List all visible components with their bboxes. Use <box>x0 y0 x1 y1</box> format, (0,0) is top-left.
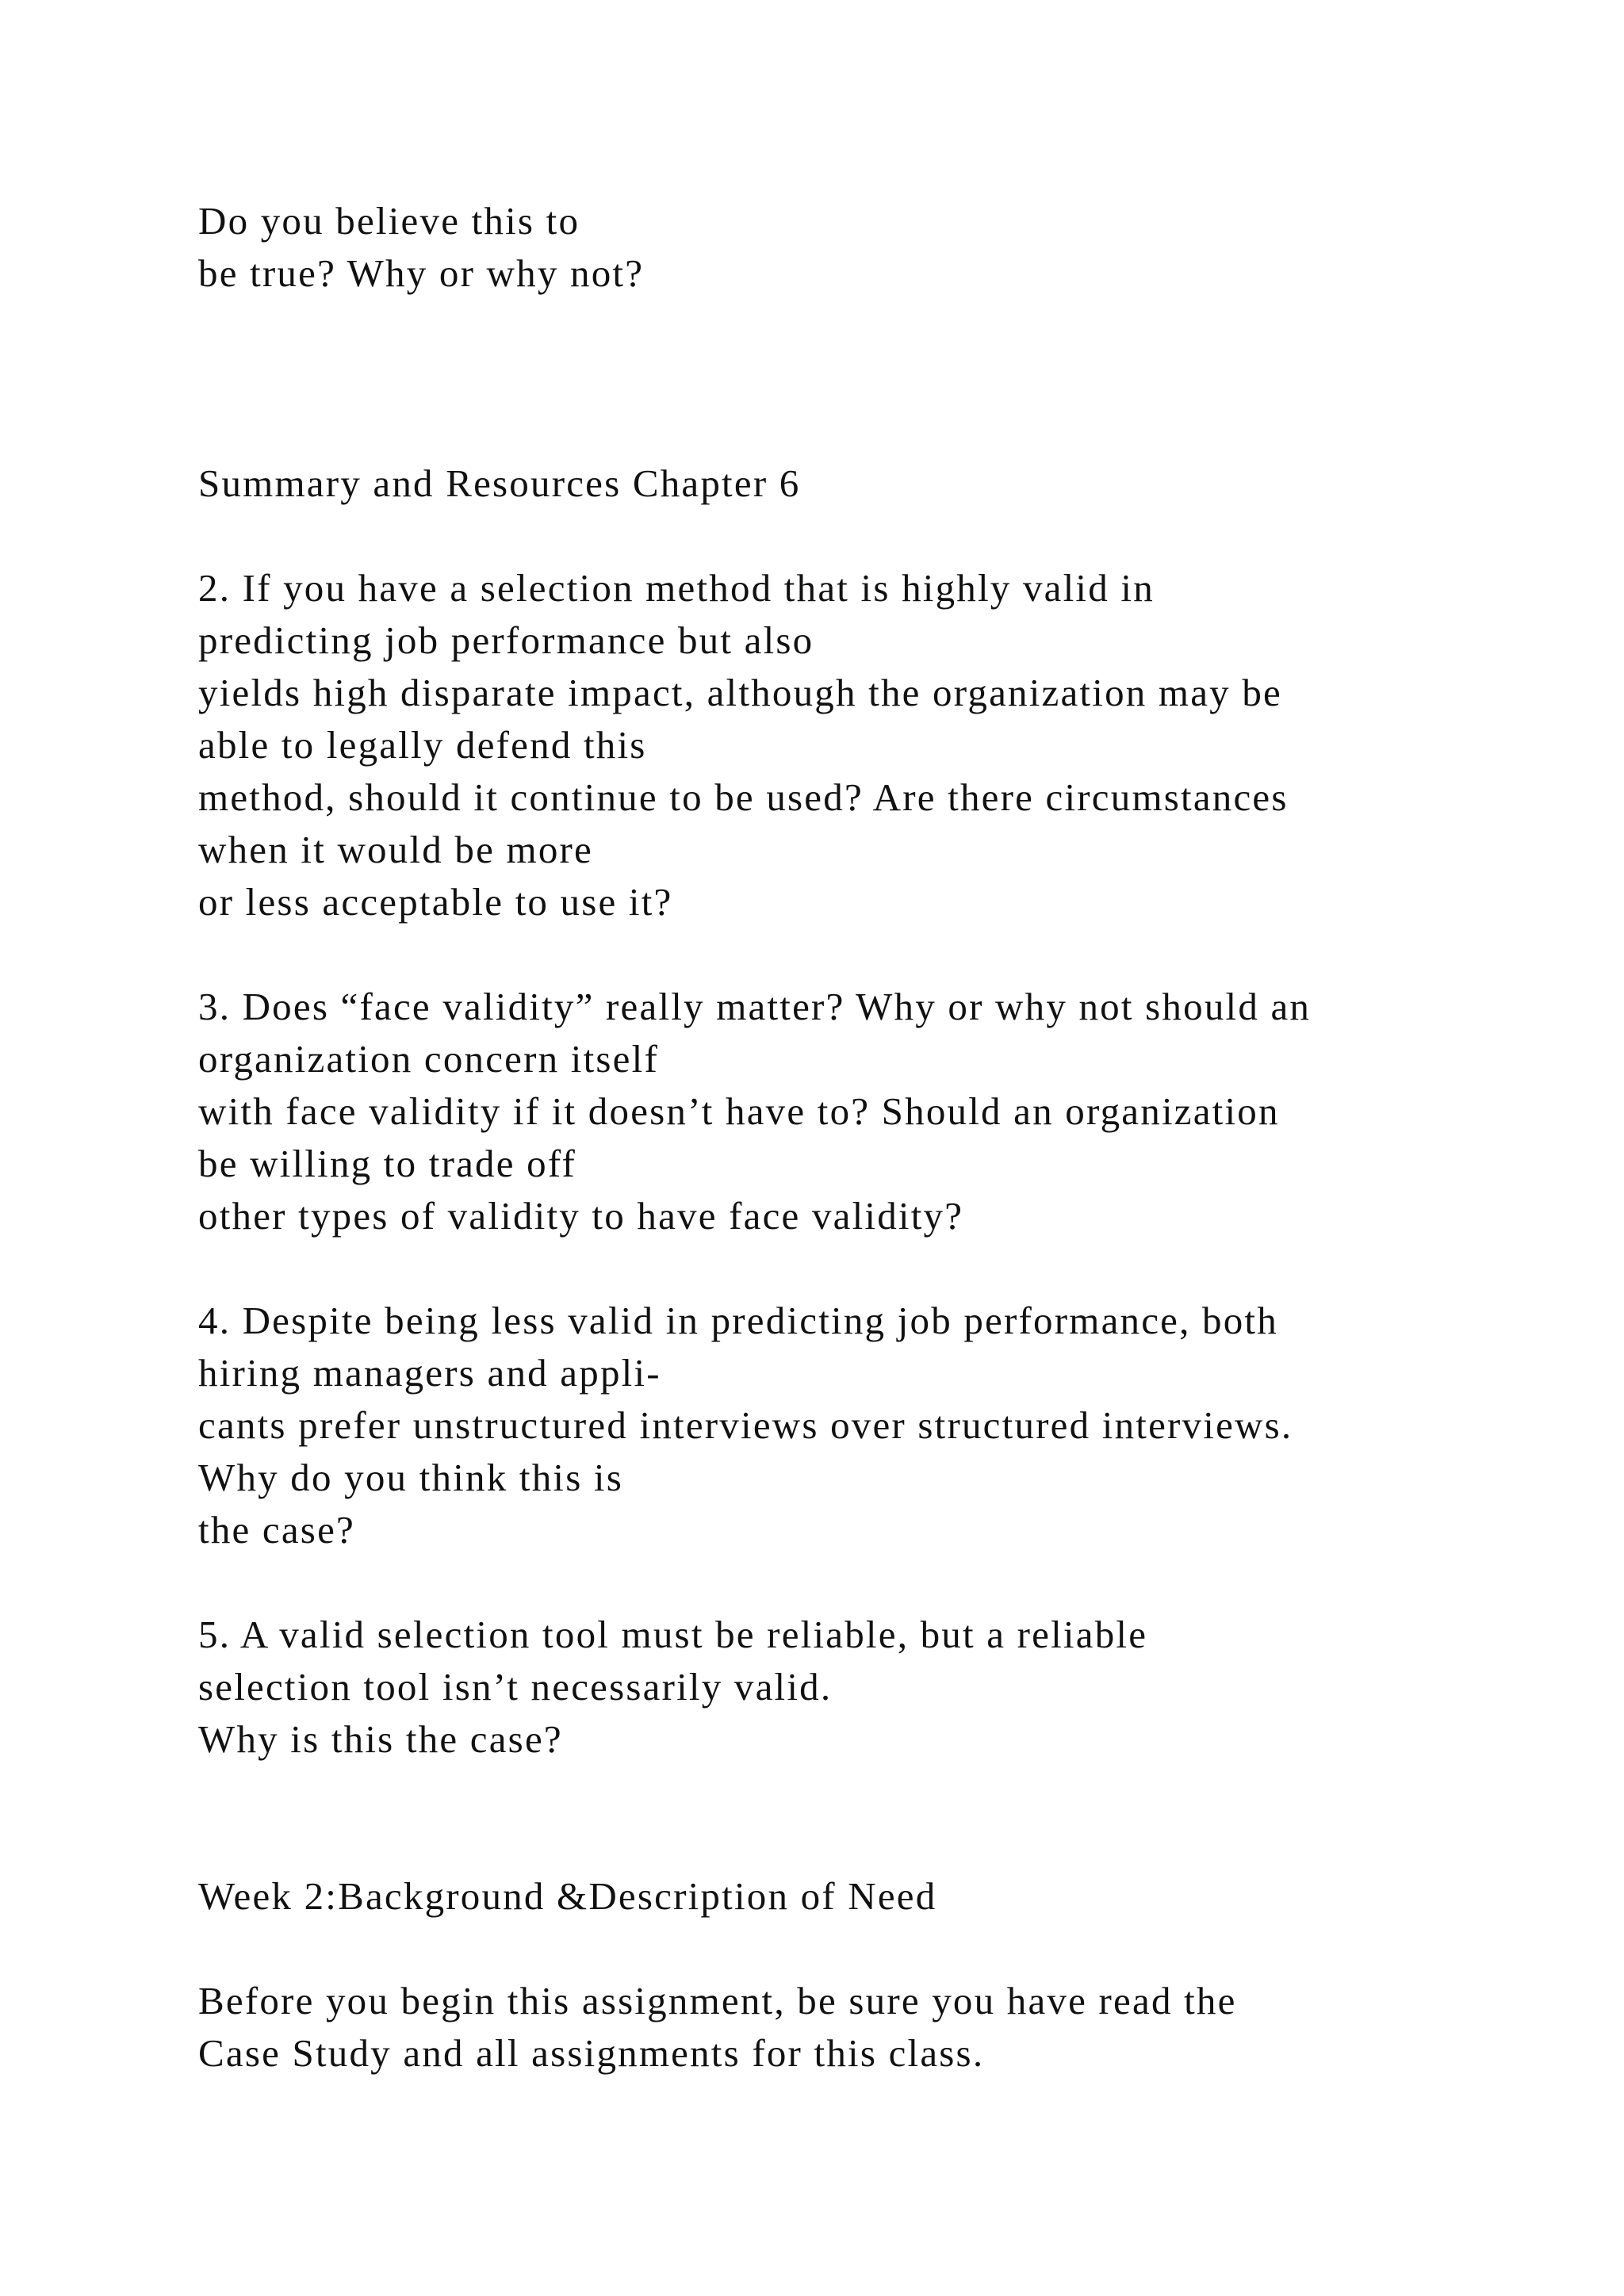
question-5-line-1: 5. A valid selection tool must be reliable, but a reliable <box>198 1613 1148 1656</box>
question-3-line-2: organization concern itself <box>198 1037 659 1081</box>
question-2-line-5: method, should it continue to be used? Are there circumstances <box>198 775 1289 819</box>
question-2-line-4: able to legally defend this <box>198 723 647 767</box>
question-4-line-2: hiring managers and appli- <box>198 1351 661 1395</box>
week-heading: Week 2:Background &Description of Need <box>198 1874 937 1918</box>
question-4-line-5: the case? <box>198 1508 355 1552</box>
question-4-line-1: 4. Despite being less valid in predicting job performance, both <box>198 1299 1278 1342</box>
question-5-line-3: Why is this the case? <box>198 1717 563 1761</box>
intro-line-2: be true? Why or why not? <box>198 251 645 295</box>
question-3-line-1: 3. Does “face validity” really matter? Why or why not should an <box>198 985 1312 1028</box>
question-2-line-6: when it would be more <box>198 828 593 871</box>
question-4-line-4: Why do you think this is <box>198 1456 624 1499</box>
question-2-line-2: predicting job performance but also <box>198 618 814 662</box>
question-4-line-3: cants prefer unstructured interviews over structured interviews. <box>198 1403 1293 1447</box>
question-2-line-7: or less acceptable to use it? <box>198 880 673 924</box>
question-2-line-3: yields high disparate impact, although the organization may be <box>198 671 1282 714</box>
closing-line-2: Case Study and all assignments for this class. <box>198 2031 985 2075</box>
question-3-line-5: other types of validity to have face validity? <box>198 1194 964 1238</box>
intro-line-1: Do you believe this to <box>198 199 580 243</box>
closing-line-1: Before you begin this assignment, be sure you have read the <box>198 1979 1237 2022</box>
question-5-line-2: selection tool isn’t necessarily valid. <box>198 1665 833 1709</box>
section-heading: Summary and Resources Chapter 6 <box>198 461 801 505</box>
question-2-line-1: 2. If you have a selection method that is highly valid in <box>198 566 1155 610</box>
question-3-line-4: be willing to trade off <box>198 1142 576 1185</box>
question-3-line-3: with face validity if it doesn’t have to? Should an organization <box>198 1089 1280 1133</box>
